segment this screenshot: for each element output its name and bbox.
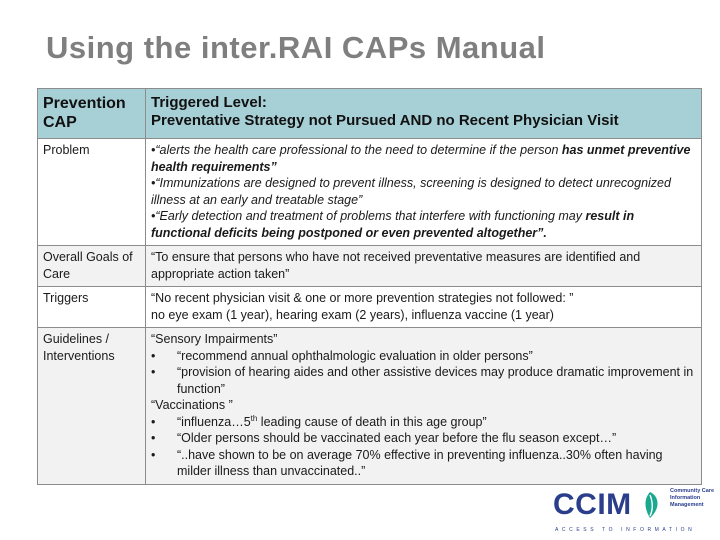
vaccination-item-1 [177,414,696,431]
triggers-line-1: “No recent physician visit & one or more prevention strategies not followed: ” [151,291,574,305]
logo-subline: ACCESS TO INFORMATION [555,527,696,533]
list-item [151,364,696,397]
row-content-goals: “To ensure that persons who have not received preventative measures are identified and appropriate action taken” [146,246,702,287]
problem-bullet-1 [151,142,696,175]
vaccination-item-3: “..have shown to be on average 70% effective in preventing influenza..30% often having milder illness than unvaccinated..” [177,447,663,478]
guidelines-heading-vaccinations: “Vaccinations ” [151,398,233,412]
cap-table [37,88,702,485]
list-item [151,348,696,365]
row-label-guidelines: Guidelines / Interventions [38,328,146,485]
ccim-logo [553,486,713,536]
leaf-icon [635,490,665,520]
vaccination-item-2: “Older persons should be vaccinated each year before the flu season except…” [177,431,617,445]
logo-wordmark: CCIM [553,488,632,521]
logo-tagline: Community Care Information Management [670,488,715,508]
table-row-problem [38,139,702,246]
bullet-marker: • [151,365,156,379]
list-item [151,447,696,480]
sensory-item-2: “provision of hearing aides and other assistive devices may produce dramatic improvement in function” [177,365,694,396]
problem-bullet-3-text: •“Early detection and treatment of problems that interfere with functioning may [151,209,586,223]
problem-bullet-3 [151,208,696,241]
slide-title: Using the inter.RAI CAPs Manual [46,30,546,65]
bullet-marker: • [151,447,156,462]
problem-bullet-3-emphasis: result in functional deficits being postponed or even prevented altogether”. [151,209,635,240]
problem-bullet-1-text: •“alerts the health care professional to the need to determine if the person [151,143,562,157]
bullet-marker: • [151,431,156,445]
sensory-item-1: “recommend annual ophthalmologic evaluation in older persons” [177,348,533,363]
list-item [151,414,696,431]
row-content-problem [146,139,702,246]
row-label-goals: Overall Goals of Care [38,246,146,287]
triggers-line-2: no eye exam (1 year), hearing exam (2 years), influenza vaccine (1 year) [151,307,554,322]
problem-bullet-2: •“Immunizations are designed to prevent illness, screening is designed to detect unrecognized illness at an early and treatable stage” [151,176,671,207]
table-header-row [38,89,702,139]
bullet-marker: • [151,414,156,429]
bullet-marker: • [151,348,156,363]
vaccination-item-1-text-end: leading cause of death in this age group” [257,414,487,429]
row-label-triggers: Triggers [38,287,146,328]
ordinal-superscript: th [250,413,258,423]
header-triggered-level [146,89,702,139]
row-content-triggers [146,287,702,328]
row-label-problem: Problem [38,139,146,246]
header-triggered-description: Preventative Strategy not Pursued AND no Recent Physician Visit [151,112,619,129]
row-content-guidelines [146,328,702,485]
list-item [151,430,696,447]
vaccination-item-1-text: “influenza…5 [177,414,251,429]
problem-bullet-1-emphasis: has unmet preventive health requirements” [151,143,691,174]
table-row-triggers [38,287,702,328]
guidelines-heading-sensory: “Sensory Impairments” [151,332,278,346]
table-row-guidelines [38,328,702,485]
header-triggered-label: Triggered Level: [151,94,267,111]
table-row-goals [38,246,702,287]
header-cap-name: Prevention CAP [38,89,146,139]
